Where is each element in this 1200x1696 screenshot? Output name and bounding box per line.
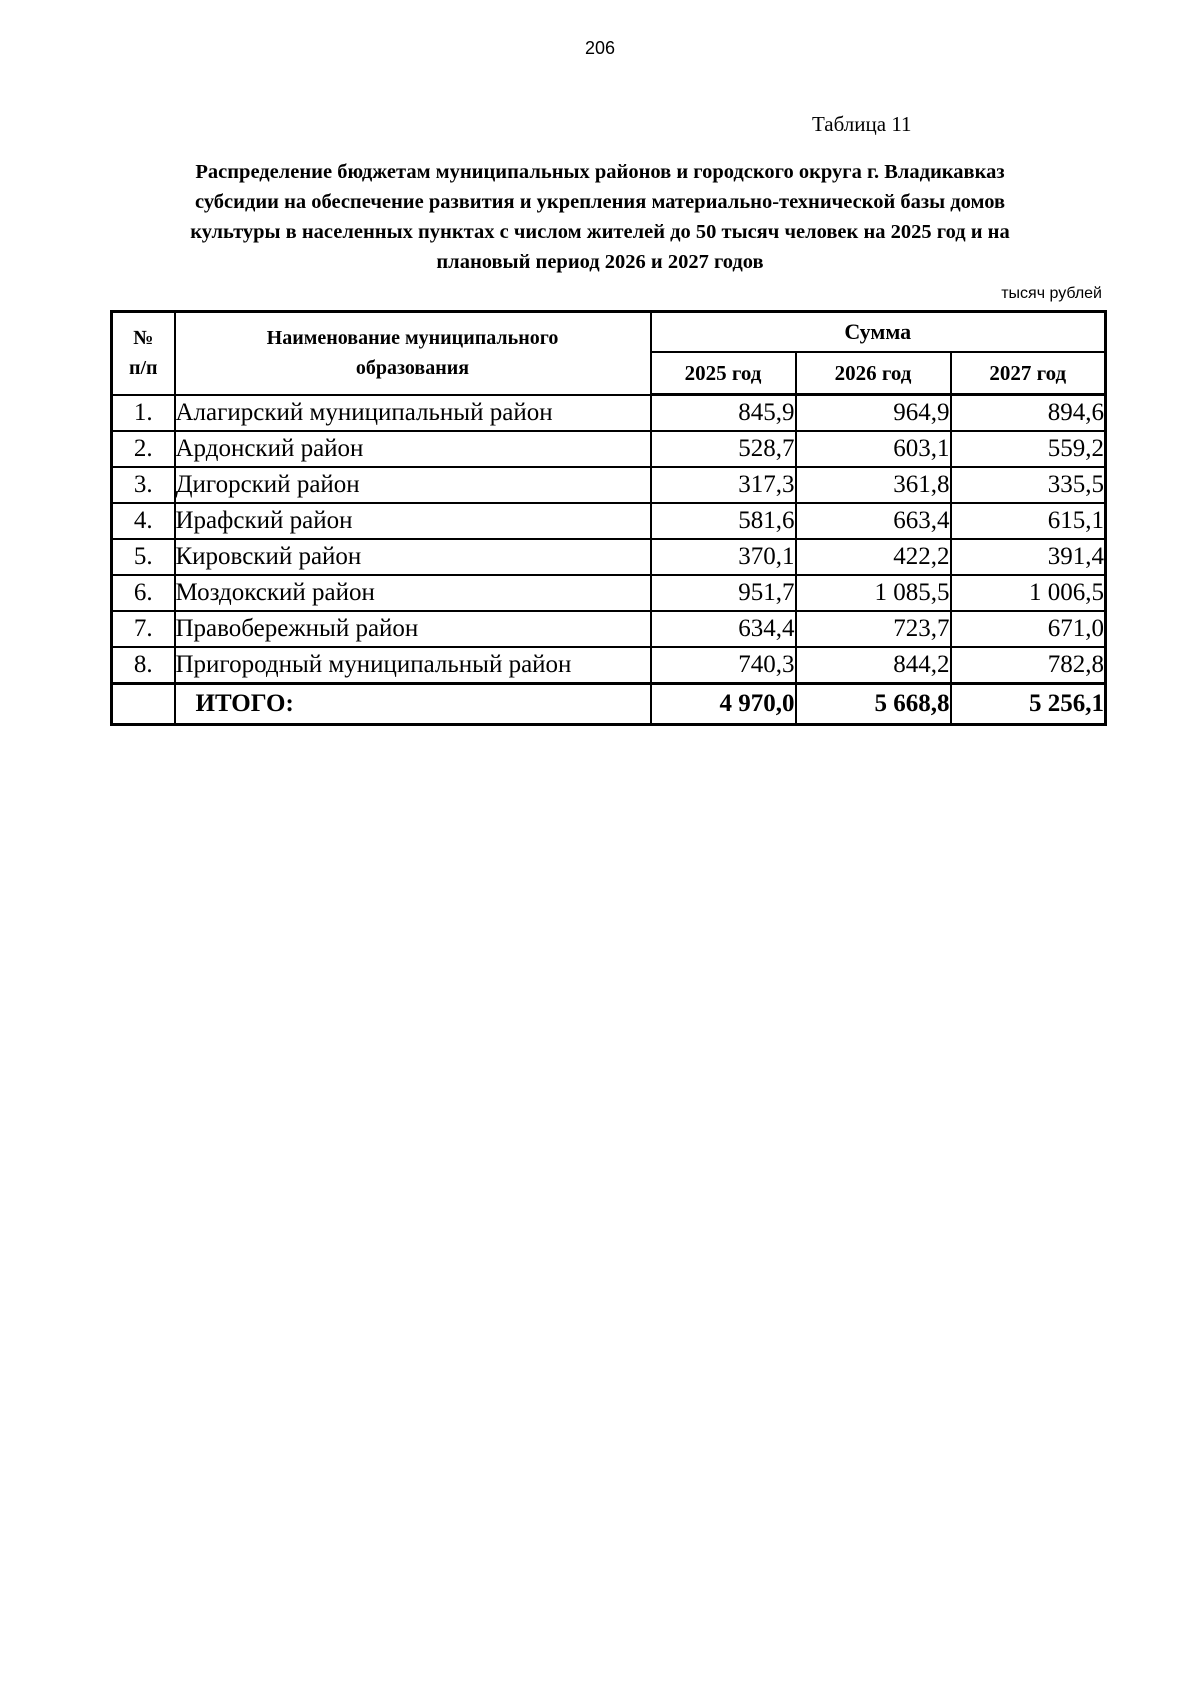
row-value-2025: 581,6 [651,503,796,539]
title-line: плановый период 2026 и 2027 годов [436,251,764,273]
row-name: Дигорский район [175,467,651,503]
row-number: 7. [112,611,175,647]
row-value-2025: 634,4 [651,611,796,647]
row-value-2025: 951,7 [651,575,796,611]
header-year: 2026 год [796,352,951,395]
table-header-row [112,312,1106,353]
page-number: 206 [584,38,616,58]
row-name: Пригородный муниципальный район [175,647,651,684]
table-label: Таблица 11 [812,112,912,136]
row-value-2027: 391,4 [951,539,1106,575]
table-row [112,467,1106,503]
row-value-2027: 894,6 [951,395,1106,431]
table-row [112,503,1106,539]
total-value-2027: 5 256,1 [951,683,1106,724]
title-line: субсидии на обеспечение развития и укрепления материально-технической базы домов [194,191,1006,213]
row-value-2026: 663,4 [796,503,951,539]
row-value-2026: 603,1 [796,431,951,467]
table-row [112,575,1106,611]
row-value-2026: 964,9 [796,395,951,431]
row-number: 2. [112,431,175,467]
header-sum: Сумма [651,312,1106,353]
row-number: 3. [112,467,175,503]
table-row [112,611,1106,647]
row-name: Правобережный район [175,611,651,647]
row-value-2027: 671,0 [951,611,1106,647]
total-value-2025: 4 970,0 [651,683,796,724]
row-name: Ирафский район [175,503,651,539]
header-year: 2027 год [951,352,1106,395]
row-name: Алагирский муниципальный район [175,395,651,431]
row-value-2025: 370,1 [651,539,796,575]
row-value-2027: 559,2 [951,431,1106,467]
table-row [112,395,1106,431]
header-name-line: Наименование муниципального [266,327,559,350]
header-number [112,312,175,395]
title-line: Распределение бюджетам муниципальных районов и городского округа г. Владикавказ [195,161,1005,183]
row-value-2026: 723,7 [796,611,951,647]
header-number-line: п/п [128,357,158,380]
row-number: 8. [112,647,175,684]
row-value-2025: 845,9 [651,395,796,431]
header-name [175,312,651,395]
row-name: Кировский район [175,539,651,575]
row-value-2027: 335,5 [951,467,1106,503]
total-number-empty [112,683,175,724]
units-label: тысяч рублей [1001,285,1102,302]
row-name: Ардонский район [175,431,651,467]
table-row [112,647,1106,684]
row-number: 1. [112,395,175,431]
row-value-2027: 782,8 [951,647,1106,684]
header-number-line: № [133,327,154,350]
document-title [100,157,1100,277]
table-row [112,431,1106,467]
row-name: Моздокский район [175,575,651,611]
row-value-2025: 528,7 [651,431,796,467]
row-value-2025: 740,3 [651,647,796,684]
row-number: 5. [112,539,175,575]
row-value-2025: 317,3 [651,467,796,503]
total-value-2026: 5 668,8 [796,683,951,724]
row-value-2027: 615,1 [951,503,1106,539]
row-number: 6. [112,575,175,611]
budget-table [110,310,1107,726]
row-value-2026: 422,2 [796,539,951,575]
total-row [112,683,1106,724]
row-value-2027: 1 006,5 [951,575,1106,611]
row-value-2026: 844,2 [796,647,951,684]
header-year: 2025 год [651,352,796,395]
row-number: 4. [112,503,175,539]
row-value-2026: 361,8 [796,467,951,503]
row-value-2026: 1 085,5 [796,575,951,611]
total-label: ИТОГО: [175,683,651,724]
header-name-line: образования [355,357,470,380]
title-line: культуры в населенных пунктах с числом жителей до 50 тысяч человек на 2025 год и на [190,221,1010,243]
table-row [112,539,1106,575]
